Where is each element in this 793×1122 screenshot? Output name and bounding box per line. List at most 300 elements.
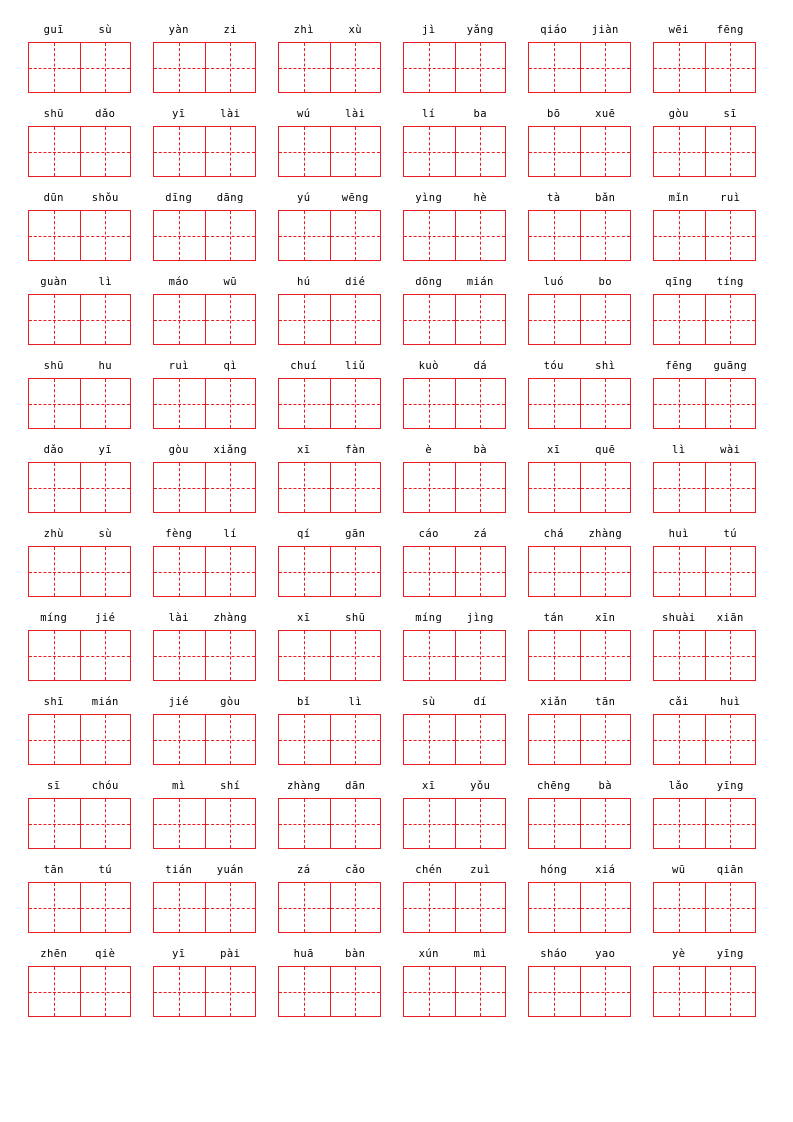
tianzige-box[interactable] (154, 43, 205, 92)
tianzige-box-pair[interactable] (528, 966, 631, 1017)
tianzige-box-pair[interactable] (278, 714, 381, 765)
tianzige-box[interactable] (580, 43, 631, 92)
tianzige-box[interactable] (279, 379, 330, 428)
tianzige-box[interactable] (205, 883, 256, 932)
tianzige-box[interactable] (154, 379, 205, 428)
tianzige-box-pair[interactable] (153, 378, 256, 429)
tianzige-box[interactable] (80, 547, 131, 596)
tianzige-box-pair[interactable] (153, 294, 256, 345)
tianzige-box[interactable] (154, 547, 205, 596)
tianzige-box[interactable] (705, 547, 756, 596)
tianzige-box[interactable] (154, 127, 205, 176)
tianzige-box-pair[interactable] (653, 294, 756, 345)
tianzige-box-pair[interactable] (28, 714, 131, 765)
pinyin-syllable: shū (43, 360, 64, 372)
pinyin-syllable: bǐ (297, 696, 311, 708)
pinyin-syllable: wēi (668, 24, 689, 36)
word-cell-group (653, 106, 756, 177)
tianzige-box[interactable] (580, 631, 631, 680)
tianzige-box-pair[interactable] (653, 462, 756, 513)
pinyin-syllable: shí (220, 780, 241, 792)
tianzige-box[interactable] (29, 799, 80, 848)
word-cell-group (528, 946, 631, 1017)
tianzige-box[interactable] (154, 631, 205, 680)
tianzige-box-pair[interactable] (278, 42, 381, 93)
tianzige-box[interactable] (330, 463, 381, 512)
tianzige-box[interactable] (154, 463, 205, 512)
word-cell-group (403, 526, 506, 597)
pinyin-syllable: hú (297, 276, 311, 288)
tianzige-box[interactable] (580, 295, 631, 344)
pinyin-label-pair (528, 190, 631, 207)
tianzige-box-pair[interactable] (403, 126, 506, 177)
pinyin-syllable: gòu (668, 108, 689, 120)
tianzige-box[interactable] (455, 211, 506, 260)
tianzige-box[interactable] (404, 295, 455, 344)
tianzige-box[interactable] (404, 547, 455, 596)
pinyin-syllable: tān (43, 864, 64, 876)
tianzige-box-pair[interactable] (28, 630, 131, 681)
tianzige-box[interactable] (330, 799, 381, 848)
pinyin-syllable: xiá (595, 864, 616, 876)
pinyin-syllable: bàn (345, 948, 366, 960)
tianzige-box-pair[interactable] (153, 966, 256, 1017)
tianzige-box[interactable] (205, 799, 256, 848)
pinyin-label-pair (653, 946, 756, 963)
pinyin-syllable: tán (543, 612, 564, 624)
tianzige-box[interactable] (529, 463, 580, 512)
tianzige-box[interactable] (330, 379, 381, 428)
word-cell-group (403, 946, 506, 1017)
tianzige-box[interactable] (529, 211, 580, 260)
pinyin-label-pair (403, 526, 506, 543)
tianzige-box[interactable] (279, 295, 330, 344)
word-cell-group (403, 106, 506, 177)
pinyin-syllable: mǐn (668, 192, 689, 204)
tianzige-box[interactable] (455, 715, 506, 764)
tianzige-box[interactable] (705, 883, 756, 932)
pinyin-label-pair (653, 694, 756, 711)
tianzige-box[interactable] (580, 883, 631, 932)
tianzige-box[interactable] (580, 967, 631, 1016)
tianzige-box[interactable] (154, 799, 205, 848)
tianzige-box[interactable] (29, 631, 80, 680)
tianzige-box[interactable] (455, 43, 506, 92)
pinyin-syllable: yī (172, 948, 186, 960)
tianzige-box[interactable] (29, 463, 80, 512)
tianzige-box[interactable] (654, 967, 705, 1016)
pinyin-syllable: jìng (466, 612, 494, 624)
tianzige-box[interactable] (455, 883, 506, 932)
tianzige-box[interactable] (529, 631, 580, 680)
tianzige-box[interactable] (80, 295, 131, 344)
pinyin-syllable: sī (47, 780, 61, 792)
word-cell-group (528, 22, 631, 93)
word-cell-group (403, 22, 506, 93)
tianzige-box-pair[interactable] (278, 126, 381, 177)
tianzige-box[interactable] (80, 715, 131, 764)
tianzige-box[interactable] (455, 127, 506, 176)
tianzige-box[interactable] (654, 379, 705, 428)
tianzige-box[interactable] (29, 967, 80, 1016)
tianzige-box-pair[interactable] (653, 966, 756, 1017)
tianzige-box[interactable] (330, 127, 381, 176)
tianzige-box[interactable] (279, 547, 330, 596)
pinyin-label-pair (278, 526, 381, 543)
word-cell-group (403, 358, 506, 429)
pinyin-label-pair (28, 358, 131, 375)
tianzige-box[interactable] (330, 43, 381, 92)
pinyin-label-pair (28, 946, 131, 963)
tianzige-box-pair[interactable] (278, 378, 381, 429)
tianzige-box-pair[interactable] (403, 546, 506, 597)
tianzige-box[interactable] (404, 43, 455, 92)
tianzige-box[interactable] (580, 211, 631, 260)
tianzige-box[interactable] (404, 631, 455, 680)
tianzige-box-pair[interactable] (403, 294, 506, 345)
pinyin-syllable: zhàng (588, 528, 623, 540)
tianzige-box-pair[interactable] (153, 546, 256, 597)
tianzige-box-pair[interactable] (28, 42, 131, 93)
tianzige-box[interactable] (654, 463, 705, 512)
tianzige-box-pair[interactable] (528, 294, 631, 345)
pinyin-syllable: xiān (716, 612, 744, 624)
tianzige-box-pair[interactable] (653, 546, 756, 597)
tianzige-box-pair[interactable] (153, 882, 256, 933)
tianzige-box[interactable] (80, 43, 131, 92)
tianzige-box-pair[interactable] (528, 42, 631, 93)
tianzige-box-pair[interactable] (528, 462, 631, 513)
tianzige-box[interactable] (455, 463, 506, 512)
tianzige-box-pair[interactable] (653, 42, 756, 93)
word-cell-group (278, 694, 381, 765)
tianzige-box-pair[interactable] (28, 378, 131, 429)
tianzige-box[interactable] (455, 379, 506, 428)
tianzige-box-pair[interactable] (528, 630, 631, 681)
pinyin-label-pair (28, 526, 131, 543)
tianzige-box[interactable] (404, 463, 455, 512)
tianzige-box-pair[interactable] (528, 798, 631, 849)
tianzige-box[interactable] (154, 883, 205, 932)
pinyin-label-pair (153, 190, 256, 207)
worksheet-row (28, 526, 765, 597)
tianzige-box-pair[interactable] (403, 462, 506, 513)
tianzige-box[interactable] (29, 211, 80, 260)
tianzige-box[interactable] (154, 715, 205, 764)
tianzige-box[interactable] (80, 379, 131, 428)
tianzige-box-pair[interactable] (278, 210, 381, 261)
tianzige-box[interactable] (580, 715, 631, 764)
pinyin-syllable: dāng (216, 192, 244, 204)
tianzige-box[interactable] (205, 43, 256, 92)
tianzige-box[interactable] (455, 295, 506, 344)
worksheet-row (28, 694, 765, 765)
tianzige-box[interactable] (705, 463, 756, 512)
tianzige-box[interactable] (29, 379, 80, 428)
tianzige-box-pair[interactable] (528, 714, 631, 765)
word-cell-group (653, 694, 756, 765)
pinyin-label-pair (278, 610, 381, 627)
tianzige-box[interactable] (455, 967, 506, 1016)
tianzige-box[interactable] (580, 547, 631, 596)
tianzige-box-pair[interactable] (403, 798, 506, 849)
pinyin-syllable: qiáo (540, 24, 568, 36)
tianzige-box[interactable] (279, 715, 330, 764)
tianzige-box[interactable] (529, 295, 580, 344)
tianzige-box[interactable] (529, 883, 580, 932)
tianzige-box[interactable] (705, 295, 756, 344)
tianzige-box[interactable] (29, 547, 80, 596)
tianzige-box[interactable] (330, 967, 381, 1016)
tianzige-box[interactable] (705, 631, 756, 680)
tianzige-box-pair[interactable] (278, 462, 381, 513)
tianzige-box[interactable] (205, 463, 256, 512)
tianzige-box[interactable] (205, 547, 256, 596)
tianzige-box[interactable] (529, 967, 580, 1016)
tianzige-box-pair[interactable] (528, 378, 631, 429)
pinyin-syllable: pài (220, 948, 241, 960)
tianzige-box[interactable] (279, 967, 330, 1016)
pinyin-label-pair (528, 22, 631, 39)
tianzige-box[interactable] (529, 379, 580, 428)
pinyin-syllable: guī (43, 24, 64, 36)
word-cell-group (153, 694, 256, 765)
pinyin-label-pair (653, 190, 756, 207)
tianzige-box-pair[interactable] (278, 798, 381, 849)
tianzige-box[interactable] (705, 379, 756, 428)
pinyin-syllable: lǎo (668, 780, 689, 792)
pinyin-syllable: sháo (540, 948, 568, 960)
tianzige-box[interactable] (529, 127, 580, 176)
word-cell-group (278, 862, 381, 933)
tianzige-box[interactable] (654, 631, 705, 680)
pinyin-syllable: tú (723, 528, 737, 540)
tianzige-box[interactable] (205, 967, 256, 1016)
tianzige-box[interactable] (205, 631, 256, 680)
tianzige-box[interactable] (404, 967, 455, 1016)
pinyin-label-pair (403, 274, 506, 291)
tianzige-box[interactable] (529, 799, 580, 848)
tianzige-box[interactable] (154, 295, 205, 344)
tianzige-box[interactable] (455, 799, 506, 848)
pinyin-syllable: dǎo (95, 108, 116, 120)
tianzige-box[interactable] (654, 547, 705, 596)
tianzige-box[interactable] (205, 715, 256, 764)
tianzige-box-pair[interactable] (528, 546, 631, 597)
word-cell-group (28, 358, 131, 429)
tianzige-box[interactable] (205, 295, 256, 344)
tianzige-box[interactable] (330, 883, 381, 932)
tianzige-box[interactable] (80, 631, 131, 680)
tianzige-box-pair[interactable] (403, 714, 506, 765)
pinyin-syllable: yīng (716, 948, 744, 960)
word-cell-group (653, 22, 756, 93)
tianzige-box[interactable] (705, 211, 756, 260)
tianzige-box-pair[interactable] (528, 882, 631, 933)
tianzige-box[interactable] (580, 127, 631, 176)
tianzige-box-pair[interactable] (28, 210, 131, 261)
tianzige-box[interactable] (279, 127, 330, 176)
tianzige-box[interactable] (529, 43, 580, 92)
word-cell-group (28, 946, 131, 1017)
tianzige-box[interactable] (580, 463, 631, 512)
tianzige-box[interactable] (404, 883, 455, 932)
tianzige-box-pair[interactable] (28, 966, 131, 1017)
tianzige-box[interactable] (205, 211, 256, 260)
tianzige-box[interactable] (654, 211, 705, 260)
tianzige-box-pair[interactable] (28, 882, 131, 933)
tianzige-box[interactable] (80, 127, 131, 176)
tianzige-box[interactable] (529, 547, 580, 596)
tianzige-box[interactable] (404, 715, 455, 764)
tianzige-box[interactable] (705, 799, 756, 848)
tianzige-box[interactable] (154, 967, 205, 1016)
pinyin-label-pair (653, 862, 756, 879)
word-cell-group (28, 190, 131, 261)
tianzige-box-pair[interactable] (403, 378, 506, 429)
tianzige-box-pair[interactable] (403, 42, 506, 93)
pinyin-syllable: qí (297, 528, 311, 540)
tianzige-box-pair[interactable] (153, 210, 256, 261)
tianzige-box-pair[interactable] (153, 714, 256, 765)
tianzige-box[interactable] (205, 127, 256, 176)
tianzige-box[interactable] (29, 127, 80, 176)
tianzige-box[interactable] (580, 799, 631, 848)
tianzige-box-pair[interactable] (528, 126, 631, 177)
tianzige-box[interactable] (330, 547, 381, 596)
tianzige-box[interactable] (279, 631, 330, 680)
tianzige-box-pair[interactable] (153, 42, 256, 93)
tianzige-box[interactable] (205, 379, 256, 428)
tianzige-box[interactable] (29, 715, 80, 764)
tianzige-box-pair[interactable] (28, 798, 131, 849)
tianzige-box[interactable] (654, 127, 705, 176)
tianzige-box-pair[interactable] (653, 630, 756, 681)
tianzige-box[interactable] (404, 379, 455, 428)
tianzige-box-pair[interactable] (28, 294, 131, 345)
tianzige-box-pair[interactable] (153, 126, 256, 177)
tianzige-box-pair[interactable] (278, 630, 381, 681)
worksheet-row (28, 358, 765, 429)
tianzige-box[interactable] (654, 715, 705, 764)
tianzige-box-pair[interactable] (528, 210, 631, 261)
tianzige-box-pair[interactable] (153, 462, 256, 513)
tianzige-box[interactable] (404, 127, 455, 176)
tianzige-box[interactable] (705, 43, 756, 92)
tianzige-box[interactable] (330, 715, 381, 764)
pinyin-label-pair (528, 610, 631, 627)
tianzige-box[interactable] (654, 43, 705, 92)
tianzige-box-pair[interactable] (403, 882, 506, 933)
tianzige-box[interactable] (455, 547, 506, 596)
tianzige-box[interactable] (80, 799, 131, 848)
pinyin-syllable: yī (98, 444, 112, 456)
tianzige-box[interactable] (80, 883, 131, 932)
pinyin-syllable: fēng (716, 24, 744, 36)
tianzige-box-pair[interactable] (278, 882, 381, 933)
tianzige-box-pair[interactable] (403, 630, 506, 681)
tianzige-box-pair[interactable] (153, 798, 256, 849)
tianzige-box-pair[interactable] (653, 126, 756, 177)
pinyin-syllable: zá (297, 864, 311, 876)
tianzige-box[interactable] (654, 799, 705, 848)
tianzige-box[interactable] (80, 211, 131, 260)
tianzige-box[interactable] (279, 799, 330, 848)
pinyin-syllable: máo (168, 276, 189, 288)
tianzige-box[interactable] (29, 295, 80, 344)
tianzige-box[interactable] (80, 463, 131, 512)
tianzige-box[interactable] (330, 295, 381, 344)
pinyin-syllable: mián (91, 696, 119, 708)
tianzige-box[interactable] (580, 379, 631, 428)
tianzige-box[interactable] (279, 43, 330, 92)
pinyin-syllable: shū (345, 612, 366, 624)
word-cell-group (528, 106, 631, 177)
tianzige-box[interactable] (404, 211, 455, 260)
tianzige-box-pair[interactable] (403, 966, 506, 1017)
pinyin-syllable: míng (415, 612, 443, 624)
tianzige-box-pair[interactable] (28, 126, 131, 177)
pinyin-syllable: kuò (418, 360, 439, 372)
tianzige-box-pair[interactable] (28, 546, 131, 597)
pinyin-label-pair (528, 778, 631, 795)
pinyin-label-pair (28, 190, 131, 207)
tianzige-box-pair[interactable] (653, 798, 756, 849)
pinyin-syllable: hóng (540, 864, 568, 876)
tianzige-box-pair[interactable] (278, 966, 381, 1017)
tianzige-box-pair[interactable] (278, 294, 381, 345)
tianzige-box[interactable] (29, 43, 80, 92)
pinyin-syllable: mián (466, 276, 494, 288)
tianzige-box[interactable] (330, 211, 381, 260)
tianzige-box-pair[interactable] (653, 714, 756, 765)
tianzige-box[interactable] (80, 967, 131, 1016)
pinyin-label-pair (278, 442, 381, 459)
tianzige-box[interactable] (279, 211, 330, 260)
tianzige-box-pair[interactable] (653, 210, 756, 261)
tianzige-box-pair[interactable] (153, 630, 256, 681)
tianzige-box[interactable] (705, 967, 756, 1016)
pinyin-label-pair (153, 22, 256, 39)
tianzige-box[interactable] (279, 883, 330, 932)
tianzige-box[interactable] (654, 883, 705, 932)
tianzige-box[interactable] (330, 631, 381, 680)
tianzige-box[interactable] (529, 715, 580, 764)
tianzige-box-pair[interactable] (28, 462, 131, 513)
word-cell-group (653, 274, 756, 345)
tianzige-box-pair[interactable] (653, 378, 756, 429)
tianzige-box[interactable] (705, 127, 756, 176)
pinyin-label-pair (653, 358, 756, 375)
pinyin-syllable: quē (595, 444, 616, 456)
tianzige-box[interactable] (705, 715, 756, 764)
pinyin-syllable: shī (43, 696, 64, 708)
pinyin-label-pair (278, 862, 381, 879)
tianzige-box[interactable] (29, 883, 80, 932)
tianzige-box[interactable] (154, 211, 205, 260)
tianzige-box[interactable] (654, 295, 705, 344)
tianzige-box[interactable] (404, 799, 455, 848)
pinyin-syllable: lài (168, 612, 189, 624)
tianzige-box-pair[interactable] (403, 210, 506, 261)
tianzige-box-pair[interactable] (653, 882, 756, 933)
tianzige-box-pair[interactable] (278, 546, 381, 597)
pinyin-label-pair (403, 862, 506, 879)
tianzige-box[interactable] (455, 631, 506, 680)
word-cell-group (653, 442, 756, 513)
pinyin-syllable: fēng (665, 360, 693, 372)
tianzige-box[interactable] (279, 463, 330, 512)
